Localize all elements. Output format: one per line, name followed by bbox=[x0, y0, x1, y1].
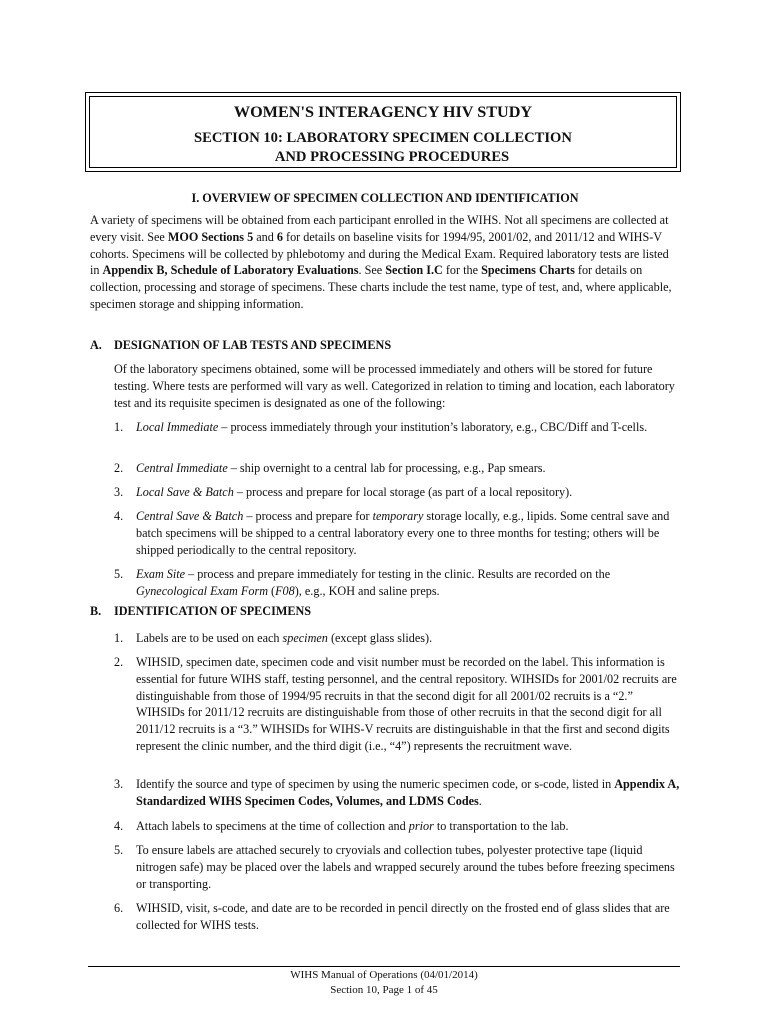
study-title: WOMEN'S INTERAGENCY HIV STUDY bbox=[233, 103, 533, 121]
section-b-heading: B. IDENTIFICATION OF SPECIMENS bbox=[90, 604, 312, 618]
footer-manual-title: WIHS Manual of Operations (04/01/2014) bbox=[290, 969, 478, 981]
footer-page-number: Section 10, Page 1 of 45 bbox=[330, 984, 438, 996]
title-box bbox=[85, 92, 681, 172]
section-title-line-1: SECTION 10: LABORATORY SPECIMEN COLLECTION bbox=[194, 130, 572, 146]
footer-divider bbox=[88, 966, 680, 967]
overview-heading: I. OVERVIEW OF SPECIMEN COLLECTION AND IDENTIFICATION bbox=[191, 191, 579, 205]
section-a-heading: A. DESIGNATION OF LAB TESTS AND SPECIMENS bbox=[90, 338, 392, 352]
overview-paragraph: A variety of specimens will be obtained from each participant enrolled in the WIHS. Not all specimens are collected at every visit. See MOO Sections 5 and 6 for details on baseline visits for 1994/95, 2001/02, and 2011/12 and WIHS-V cohorts. Specimens will be collected by phlebotomy and during the Medical Exam. Required laboratory tests are listed in Appendix B, Schedule of Laboratory Evaluations. See Section I.C for the Specimens Charts for details on collection, processing and storage of specimens. These charts include the test name, type of test, and, where applicable, specimen storage and shipping information. bbox=[90, 213, 672, 311]
section-a-intro: Of the laboratory specimens obtained, some will be processed immediately and others will be stored for future testing. Where tests are performed will vary as well. Categorized in relation to timing and location, each laboratory test and its requisite specimen is designated as one of the following: bbox=[114, 362, 675, 410]
document-page: WOMEN'S INTERAGENCY HIV STUDY SECTION 10: LABORATORY SPECIMEN COLLECTION AND PROCESSING PROCEDURES I. OVERVIEW OF SPECIMEN COLLECTION AND IDENTIFICATION A variety of specimens will be obtained from each participant enrolled in the WIHS. Not all specimens are collected at every visit. See MOO Sections 5 and 6 for details on baseline visits for 1994/95, 2001/02, and 2011/12 and WIHS-V cohorts. Specimens will be collected by phlebotomy and during the Medical Exam. Required laboratory tests are listed in Appendix B, Schedule of Laboratory Evaluations. See Section I.C for the Specimens Charts for details on collection, processing and storage of specimens. These charts include the test name, type of test, and, where applicable, specimen storage and shipping information. A. DESIGNATION OF LAB TESTS AND SPECIMENS Of the laboratory specimens obtained, some will be processed immediately and others will be stored for future testing. Where tests are performed will vary as well. Categorized in relation to timing and location, each laboratory test and its requisite specimen is designated as one of the following: 1. Local Immediate – process immediately through your institution’s laboratory, e.g., CBC/Diff and T-cells. 2. Central Immediate – ship overnight to a central lab for processing, e.g., Pap smears. 3. Local Save & Batch – process and prepare for local storage (as part of a local repository). 4. Central Save & Batch – process and prepare for temporary storage locally, e.g., lipids. Some central save and batch specimens will be shipped to a central laboratory every one to three months for testing; others will be shipped periodically to the central repository. 5. Exam Site – process and prepare immediately for testing in the clinic. Results are recorded on the Gynecological Exam Form (F08), e.g., KOH and saline preps. B. IDENTIFICATION OF SPECIMENS 1. Labels are to be used on each specimen (except glass slides). 2. WIHSID, specimen date, specimen code and visit number must be recorded on the label. This information is essential for future WIHS staff, testing personnel, and the central repository. WIHSIDs for 2001/02 recruits are distinguishable from those of 1994/95 recruits in that the second digit for all 2001/02 recruits is a “2.” WIHSIDs for 2011/12 recruits are distinguishable from those of other recruits in that the second digit for all 2011/12 recruits is a “3.” WIHSIDs for WIHS-V recruits are distinguishable in that the first and second digits represent the clinic number, and the third digit (i.e., “4”) represents the recruitment wave. 3. Identify the source and type of specimen by using the numeric specimen code, or s-code, listed in Appendix A, Standardized WIHS Specimen Codes, Volumes, and LDMS Codes. 4. Attach labels to specimens at the time of collection and prior to transportation to the lab. 5. To ensure labels are attached securely to cryovials and collection tubes, polyester protective tape (liquid nitrogen safe) may be placed over the labels and wrapped securely around the tubes before freezing specimens or transporting. 6. WIHSID, visit, s-code, and date are to be recorded in pencil directly on the frosted end of glass slides that are collected for WIHS tests. WIHS Manual of Operations (04/01/2014) Section 10, Page 1 of 45 bbox=[0, 0, 770, 1024]
section-title-line-2: AND PROCESSING PROCEDURES bbox=[274, 149, 510, 165]
title-box-inner-border bbox=[89, 96, 677, 168]
